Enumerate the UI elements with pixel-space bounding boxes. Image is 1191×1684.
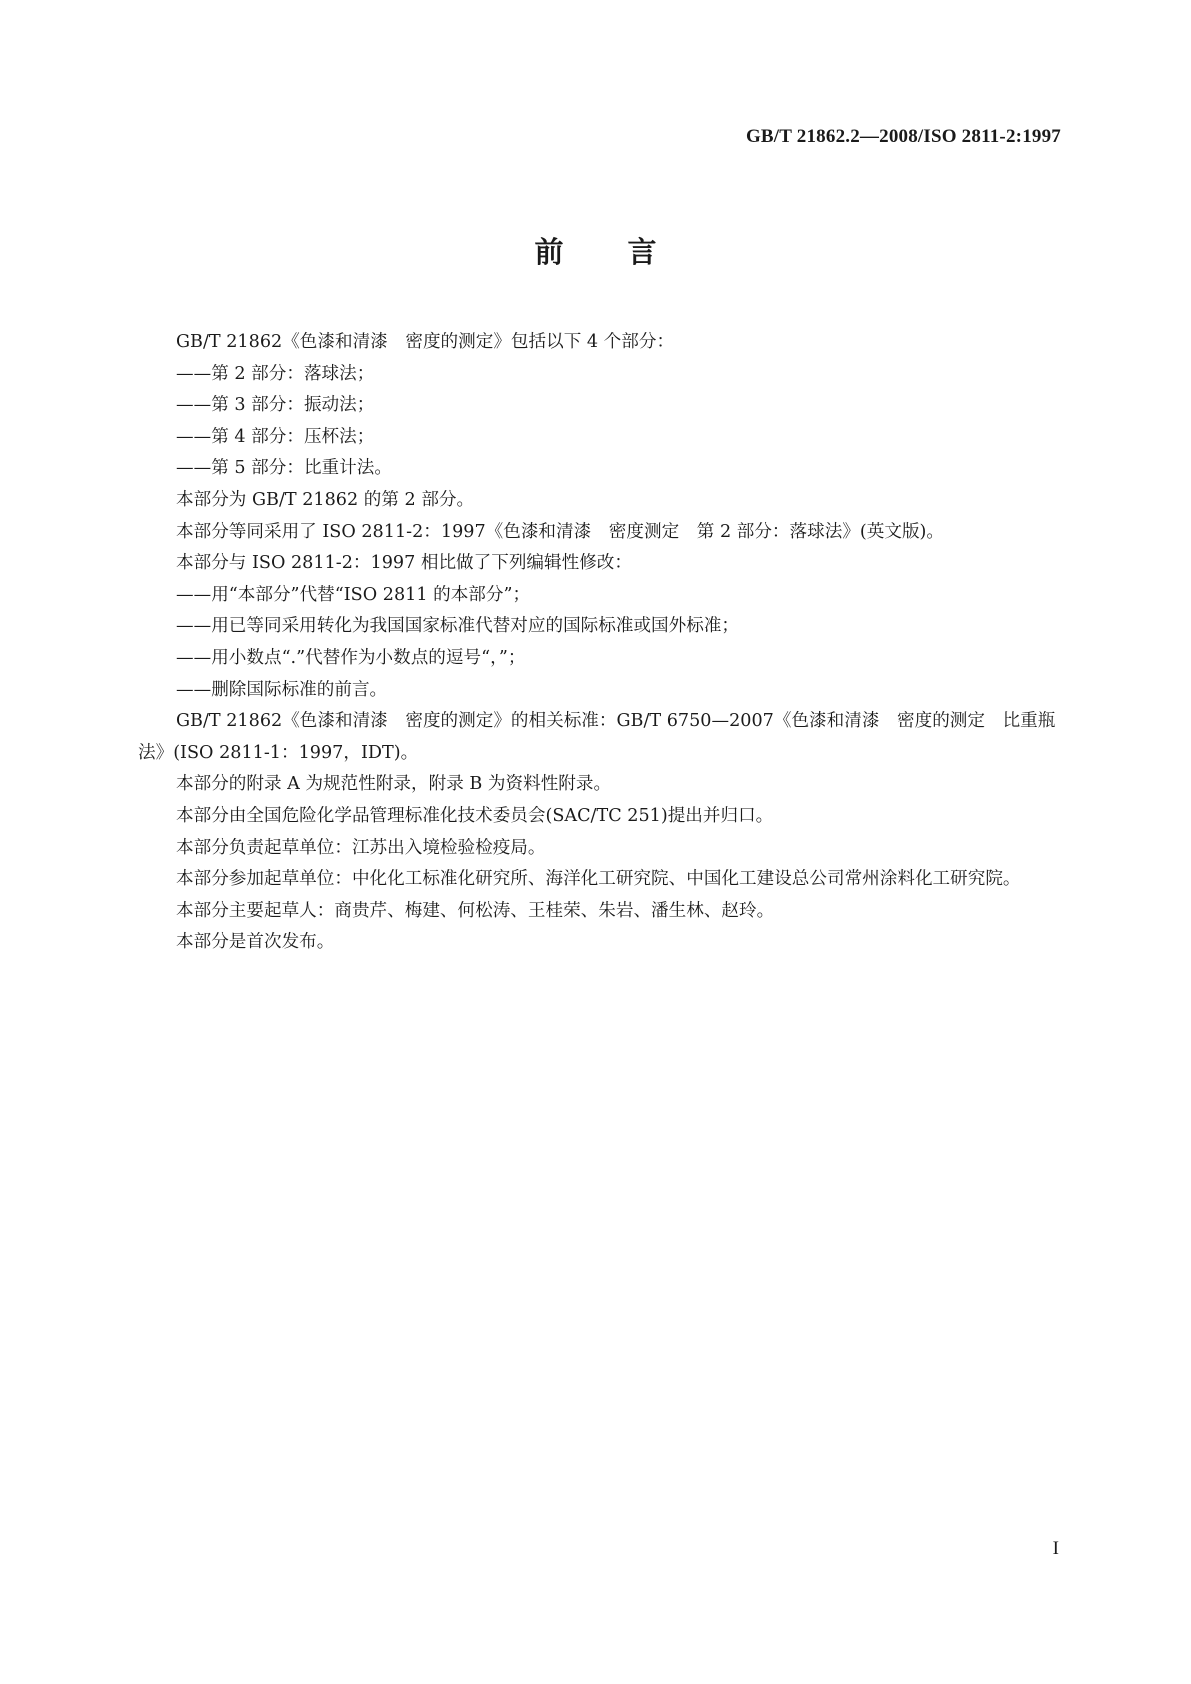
list-item: ——第 4 部分：压杯法； [176, 426, 375, 447]
paragraph: 本部分为 GB/T 21862 的第 2 部分。 [176, 489, 475, 510]
paragraph: 本部分等同采用了 ISO 2811-2：1997《色漆和清漆 密度测定 第 2 部分：落球法》(英文版)。 [176, 521, 945, 542]
list-item: ——用“本部分”代替“ISO 2811 的本部分”； [176, 584, 531, 605]
foreword-body [138, 327, 1060, 959]
paragraph: GB/T 21862《色漆和清漆 密度的测定》的相关标准：GB/T 6750—2007《色漆和清漆 密度的测定 比重瓶法》(ISO 2811-1：1997，IDT)。 [138, 711, 1056, 763]
page-title: 前言 [534, 235, 721, 269]
paragraph: 本部分负责起草单位：江苏出入境检验检疫局。 [176, 837, 546, 858]
paragraph: 本部分参加起草单位：中化化工标准化研究所、海洋化工研究院、中国化工建设总公司常州涂料化工研究院。 [176, 869, 1021, 890]
list-item: ——用小数点“.”代替作为小数点的逗号“，”； [176, 647, 526, 668]
paragraph: 本部分主要起草人：商贵芹、梅建、何松涛、王桂荣、朱岩、潘生林、赵玲。 [176, 900, 775, 921]
paragraph: GB/T 21862《色漆和清漆 密度的测定》包括以下 4 个部分： [176, 332, 675, 352]
page-number: I [1052, 1538, 1059, 1559]
paragraph: 本部分由全国危险化学品管理标准化技术委员会(SAC/TC 251)提出并归口。 [176, 805, 774, 826]
list-item: ——删除国际标准的前言。 [176, 679, 388, 700]
paragraph: 本部分的附录 A 为规范性附录，附录 B 为资料性附录。 [176, 774, 612, 795]
list-item: ——第 2 部分：落球法； [176, 363, 375, 384]
list-item: ——第 5 部分：比重计法。 [176, 458, 392, 479]
paragraph: 本部分与 ISO 2811-2：1997 相比做了下列编辑性修改： [176, 553, 632, 574]
list-item: ——用已等同采用转化为我国国家标准代替对应的国际标准或国外标准； [176, 616, 740, 637]
paragraph: 本部分是首次发布。 [176, 932, 335, 953]
standard-id: GB/T 21862.2—2008/ISO 2811-2:1997 [745, 126, 1061, 147]
list-item: ——第 3 部分：振动法； [176, 395, 375, 416]
